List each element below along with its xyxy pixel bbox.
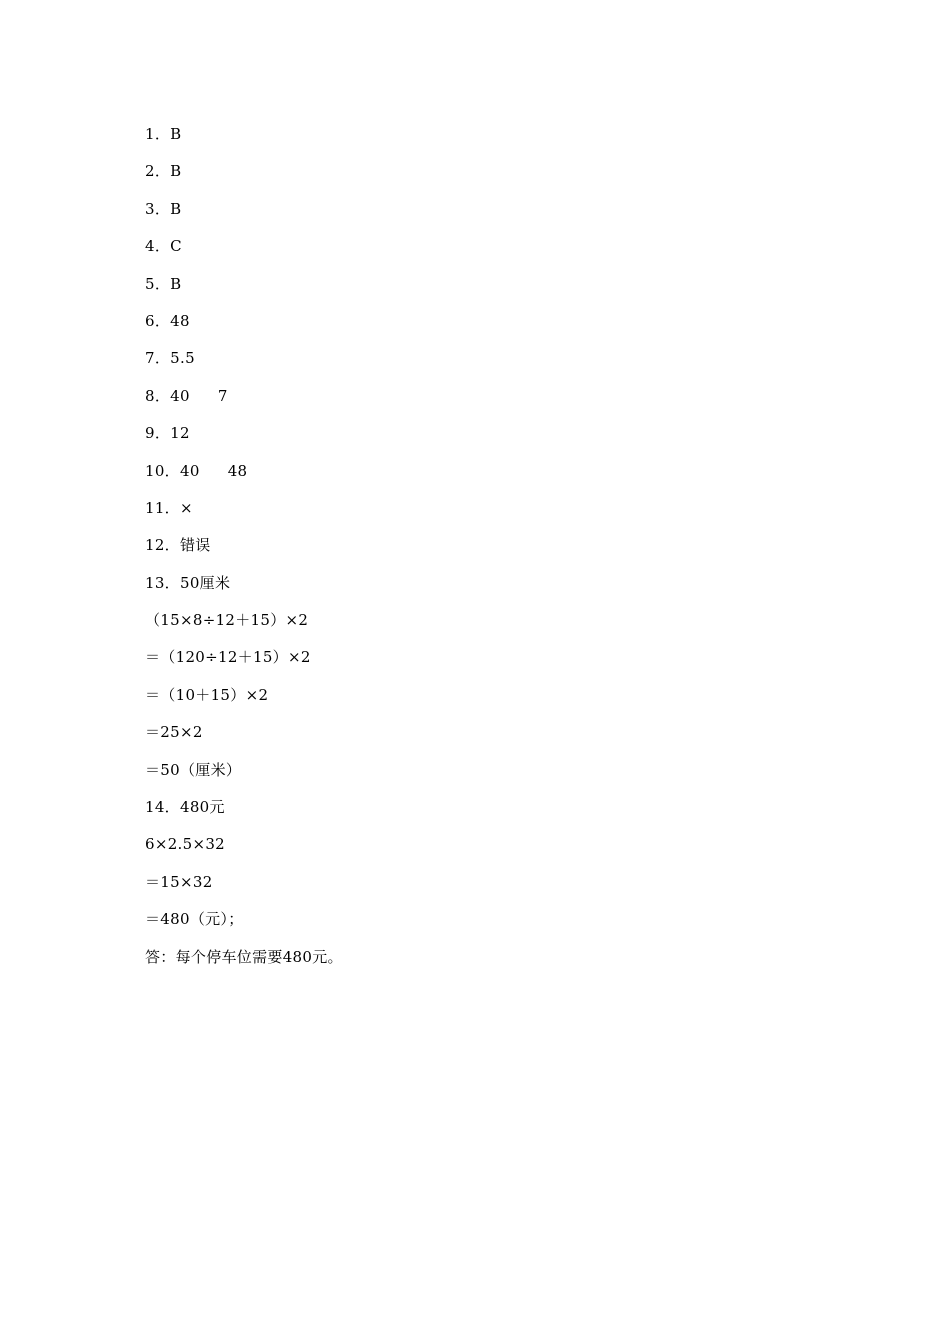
answer-text: 40 (180, 461, 200, 480)
q14-step-3: ＝480（元）； (145, 910, 244, 929)
answer-line-6 (145, 309, 343, 346)
answer-text: B (170, 162, 182, 181)
answer-line-8 (145, 384, 343, 421)
answer-line-3 (145, 197, 343, 234)
answer-line-10 (145, 459, 343, 496)
answer-number: 13． (145, 573, 180, 592)
answer-line-12 (145, 533, 343, 570)
answer-line-2 (145, 159, 343, 196)
answer-number: 6． (145, 311, 171, 330)
answer-line-9 (145, 421, 343, 458)
answer-text: 5.5 (170, 349, 195, 368)
answer-line-11 (145, 496, 343, 533)
answer-number: 3． (145, 199, 171, 218)
answer-text: B (170, 199, 182, 218)
answer-number: 9． (145, 424, 171, 443)
answer-text: × (180, 498, 193, 517)
answer-text: 错误 (180, 536, 211, 555)
answer-text: 480元 (180, 798, 225, 817)
answer-line-1 (145, 122, 343, 159)
answer-line-4 (145, 234, 343, 271)
answer-text-second: 7 (217, 386, 228, 405)
answer-number: 4． (145, 237, 171, 256)
answer-number: 11． (145, 498, 180, 517)
q14-step-1: 6×2.5×32 (145, 835, 226, 854)
q13-step-3: ＝（10＋15）×2 (145, 685, 269, 704)
q13-step-2: ＝（120÷12＋15）×2 (145, 648, 311, 667)
answer-line-5 (145, 272, 343, 309)
answer-text-second: 48 (227, 461, 248, 480)
answer-number: 1． (145, 125, 171, 143)
answer-number: 12． (145, 536, 180, 555)
answer-text: 40 (170, 386, 190, 405)
answer-text: B (170, 125, 182, 143)
q13-step-1: （15×8÷12＋15）×2 (145, 611, 309, 630)
answer-text: 12 (170, 424, 190, 443)
answer-list (145, 122, 343, 982)
answer-text: C (170, 237, 182, 256)
answer-number: 14． (145, 798, 180, 817)
q13-step-4: ＝25×2 (145, 723, 203, 742)
answer-line-7 (145, 346, 343, 383)
answer-number: 8． (145, 386, 171, 405)
answer-number: 10． (145, 461, 180, 480)
answer-text: 50厘米 (180, 573, 231, 592)
answer-line-13 (145, 571, 343, 608)
answer-text: 48 (170, 311, 190, 330)
q14-answer-sentence: 答：每个停车位需要480元。 (145, 947, 343, 966)
answer-number: 5． (145, 274, 171, 293)
answer-number: 7． (145, 349, 171, 368)
answer-line-14 (145, 795, 343, 832)
answer-text: B (170, 274, 182, 293)
q14-step-2: ＝15×32 (145, 872, 213, 891)
q13-step-5: ＝50（厘米） (145, 760, 242, 779)
answer-number: 2． (145, 162, 171, 181)
